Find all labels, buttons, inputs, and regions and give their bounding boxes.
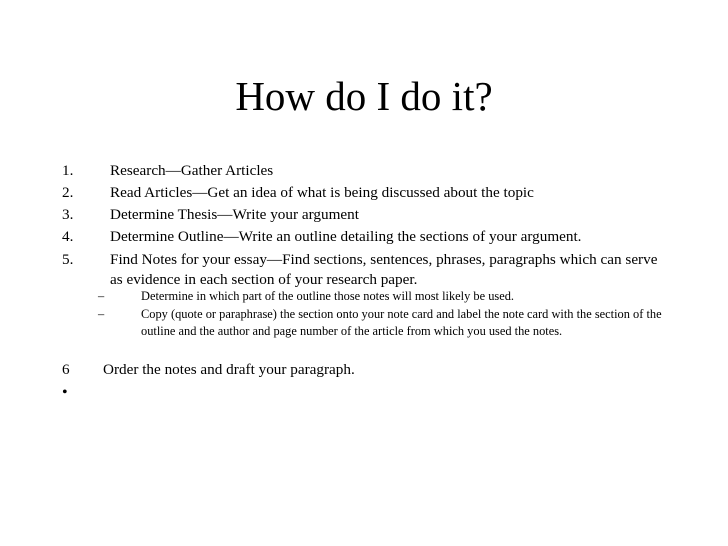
empty-bullet: • <box>62 384 68 401</box>
dash-marker: – <box>98 289 105 303</box>
step-text: Research—Gather Articles <box>110 162 274 179</box>
step-text: Determine Outline—Write an outline detailing the sections of your argument. <box>110 228 582 245</box>
step-text: Order the notes and draft your paragraph. <box>103 361 355 378</box>
step-number: 3. <box>62 206 74 223</box>
step-text: Determine Thesis—Write your argument <box>110 206 359 223</box>
step-number: 5. <box>62 251 74 268</box>
step-text: Read Articles—Get an idea of what is being discussed about the topic <box>110 184 534 201</box>
slide-title: How do I do it? <box>235 73 493 119</box>
step-number: 1. <box>62 162 74 179</box>
step-number: 6 <box>62 361 70 378</box>
step-text: Find Notes for your essay—Find sections, sentences, phrases, paragraphs which can serve as evidence in each section of your research paper. <box>110 251 658 288</box>
step-number: 4. <box>62 228 74 245</box>
step-number: 2. <box>62 184 74 201</box>
substep-text: Copy (quote or paraphrase) the section onto your note card and label the note card with the section of the outline and the author and page number of the article from which you used the notes. <box>141 307 662 338</box>
substep-text: Determine in which part of the outline those notes will most likely be used. <box>141 289 515 303</box>
dash-marker: – <box>98 307 105 321</box>
